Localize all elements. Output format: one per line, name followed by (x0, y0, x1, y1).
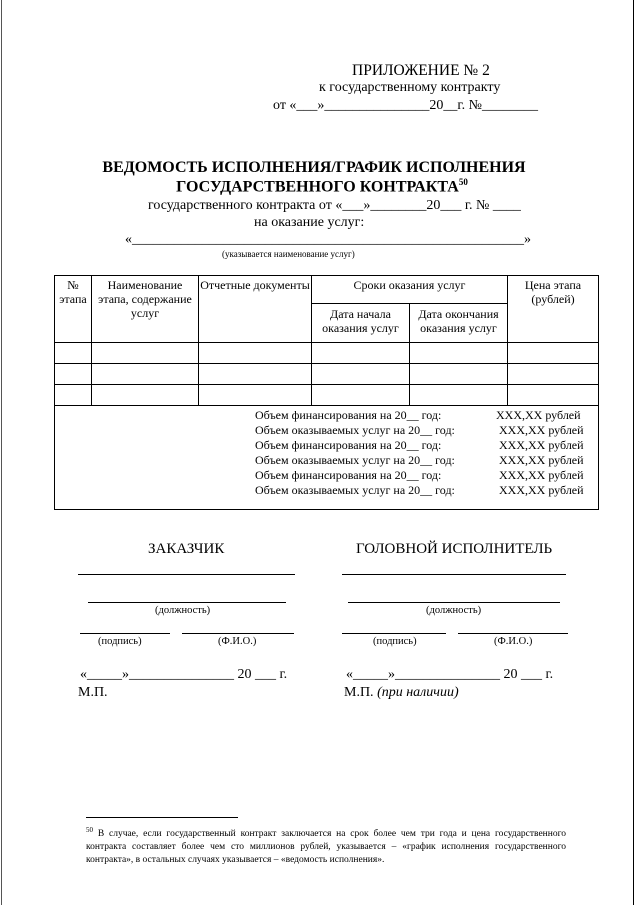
page-edge-right (633, 0, 634, 905)
summary-label: Объем оказываемых услуг на 20__ год: (255, 483, 455, 497)
summary-label: Объем финансирования на 20__ год: (255, 408, 442, 422)
table-cell (508, 385, 599, 406)
table-row (55, 385, 599, 406)
contract-reference-line: государственного контракта от «___»________20___ г. № ____ (148, 198, 521, 213)
header-start-date: Дата начала оказания услуг (312, 304, 410, 343)
summary-cell (55, 406, 599, 510)
footnote-mark: 50 (86, 826, 93, 834)
services-label: на оказание услуг: (254, 215, 365, 230)
contractor-name-line (458, 633, 568, 634)
table-cell (410, 343, 508, 364)
execution-schedule-table (54, 275, 599, 510)
table-cell (312, 364, 410, 385)
summary-value: XXX,XX рублей (499, 423, 584, 437)
summary-label: Объем финансирования на 20__ год: (255, 438, 442, 452)
appendix-subtitle: к государственному контракту (319, 80, 501, 95)
table-cell (92, 364, 199, 385)
table-cell (410, 385, 508, 406)
contractor-stamp-label: М.П. (344, 685, 374, 700)
footnote-reference: 50 (458, 177, 468, 187)
customer-heading: ЗАКАЗЧИК (148, 541, 225, 557)
header-stage-number: № этапа (55, 276, 92, 343)
header-report-docs: Отчетные документы (199, 276, 312, 343)
table-cell (508, 364, 599, 385)
services-name-line: «________________________________________________________» (125, 232, 531, 247)
table-cell (55, 343, 92, 364)
table-cell (92, 385, 199, 406)
summary-value: XXX,XX рублей (499, 438, 584, 452)
customer-name-line (182, 633, 294, 634)
table-cell (92, 343, 199, 364)
contractor-signature-caption: (подпись) (373, 636, 417, 647)
footnote-separator (86, 817, 238, 818)
footnote (86, 824, 566, 867)
table-row (55, 343, 599, 364)
table-cell (199, 385, 312, 406)
table-cell (410, 364, 508, 385)
summary-value: XXX,XX рублей (499, 483, 584, 497)
table-cell (55, 364, 92, 385)
document-title-line1: ВЕДОМОСТЬ ИСПОЛНЕНИЯ/ГРАФИК ИСПОЛНЕНИЯ (102, 159, 526, 176)
appendix-title: ПРИЛОЖЕНИЕ № 2 (352, 62, 490, 79)
table-cell (312, 385, 410, 406)
document-title-line2-text: ГОСУДАРСТВЕННОГО КОНТРАКТА (176, 178, 459, 196)
contractor-stamp (344, 685, 459, 701)
contractor-position-line (348, 602, 560, 603)
customer-name-caption: (Ф.И.О.) (218, 636, 257, 647)
customer-org-line (78, 574, 295, 575)
contractor-heading: ГОЛОВНОЙ ИСПОЛНИТЕЛЬ (356, 541, 553, 557)
header-service-terms: Сроки оказания услуг (312, 276, 508, 304)
contractor-stamp-note: (при наличии) (377, 685, 459, 700)
header-stage-price: Цена этапа (рублей) (508, 276, 599, 343)
table-cell (312, 343, 410, 364)
contractor-name-caption: (Ф.И.О.) (494, 636, 533, 647)
table-row (55, 364, 599, 385)
services-name-hint: (указывается наименование услуг) (222, 249, 355, 259)
summary-value: XXX,XX рублей (499, 453, 584, 467)
contractor-signature-line (342, 633, 446, 634)
contractor-position-caption: (должность) (426, 605, 482, 616)
summary-label: Объем оказываемых услуг на 20__ год: (255, 423, 455, 437)
customer-position-line (88, 602, 286, 603)
summary-label: Объем финансирования на 20__ год: (255, 468, 442, 482)
appendix-date-line: от «___»_______________20__г. №________ (273, 98, 538, 113)
table-cell (55, 385, 92, 406)
footnote-text: В случае, если государственный контракт заключается на срок более чем три года и цена государственного контракта составляет более чем сто миллионов рублей, указывается – «график исполнения государственного контракта», в остальных случаях указывается – «ведомость исполнения». (86, 829, 566, 866)
page-edge-left (1, 0, 2, 905)
contractor-org-line (342, 574, 566, 575)
contractor-date-line: «_____»_______________ 20 ___ г. (346, 667, 554, 682)
customer-signature-line (80, 633, 170, 634)
header-stage-name: Наименование этапа, содержание услуг (92, 276, 199, 343)
customer-signature-caption: (подпись) (98, 636, 142, 647)
document-title-line2 (2, 177, 640, 196)
header-end-date: Дата окончания оказания услуг (410, 304, 508, 343)
summary-label: Объем оказываемых услуг на 20__ год: (255, 453, 455, 467)
customer-date-line: «_____»_______________ 20 ___ г. (80, 667, 288, 682)
table-cell (199, 343, 312, 364)
table-cell (508, 343, 599, 364)
summary-value: XXX,XX рублей (499, 468, 584, 482)
customer-position-caption: (должность) (155, 605, 211, 616)
customer-stamp: М.П. (78, 685, 108, 700)
table-cell (199, 364, 312, 385)
summary-value: XXX,XX рублей (496, 408, 581, 422)
